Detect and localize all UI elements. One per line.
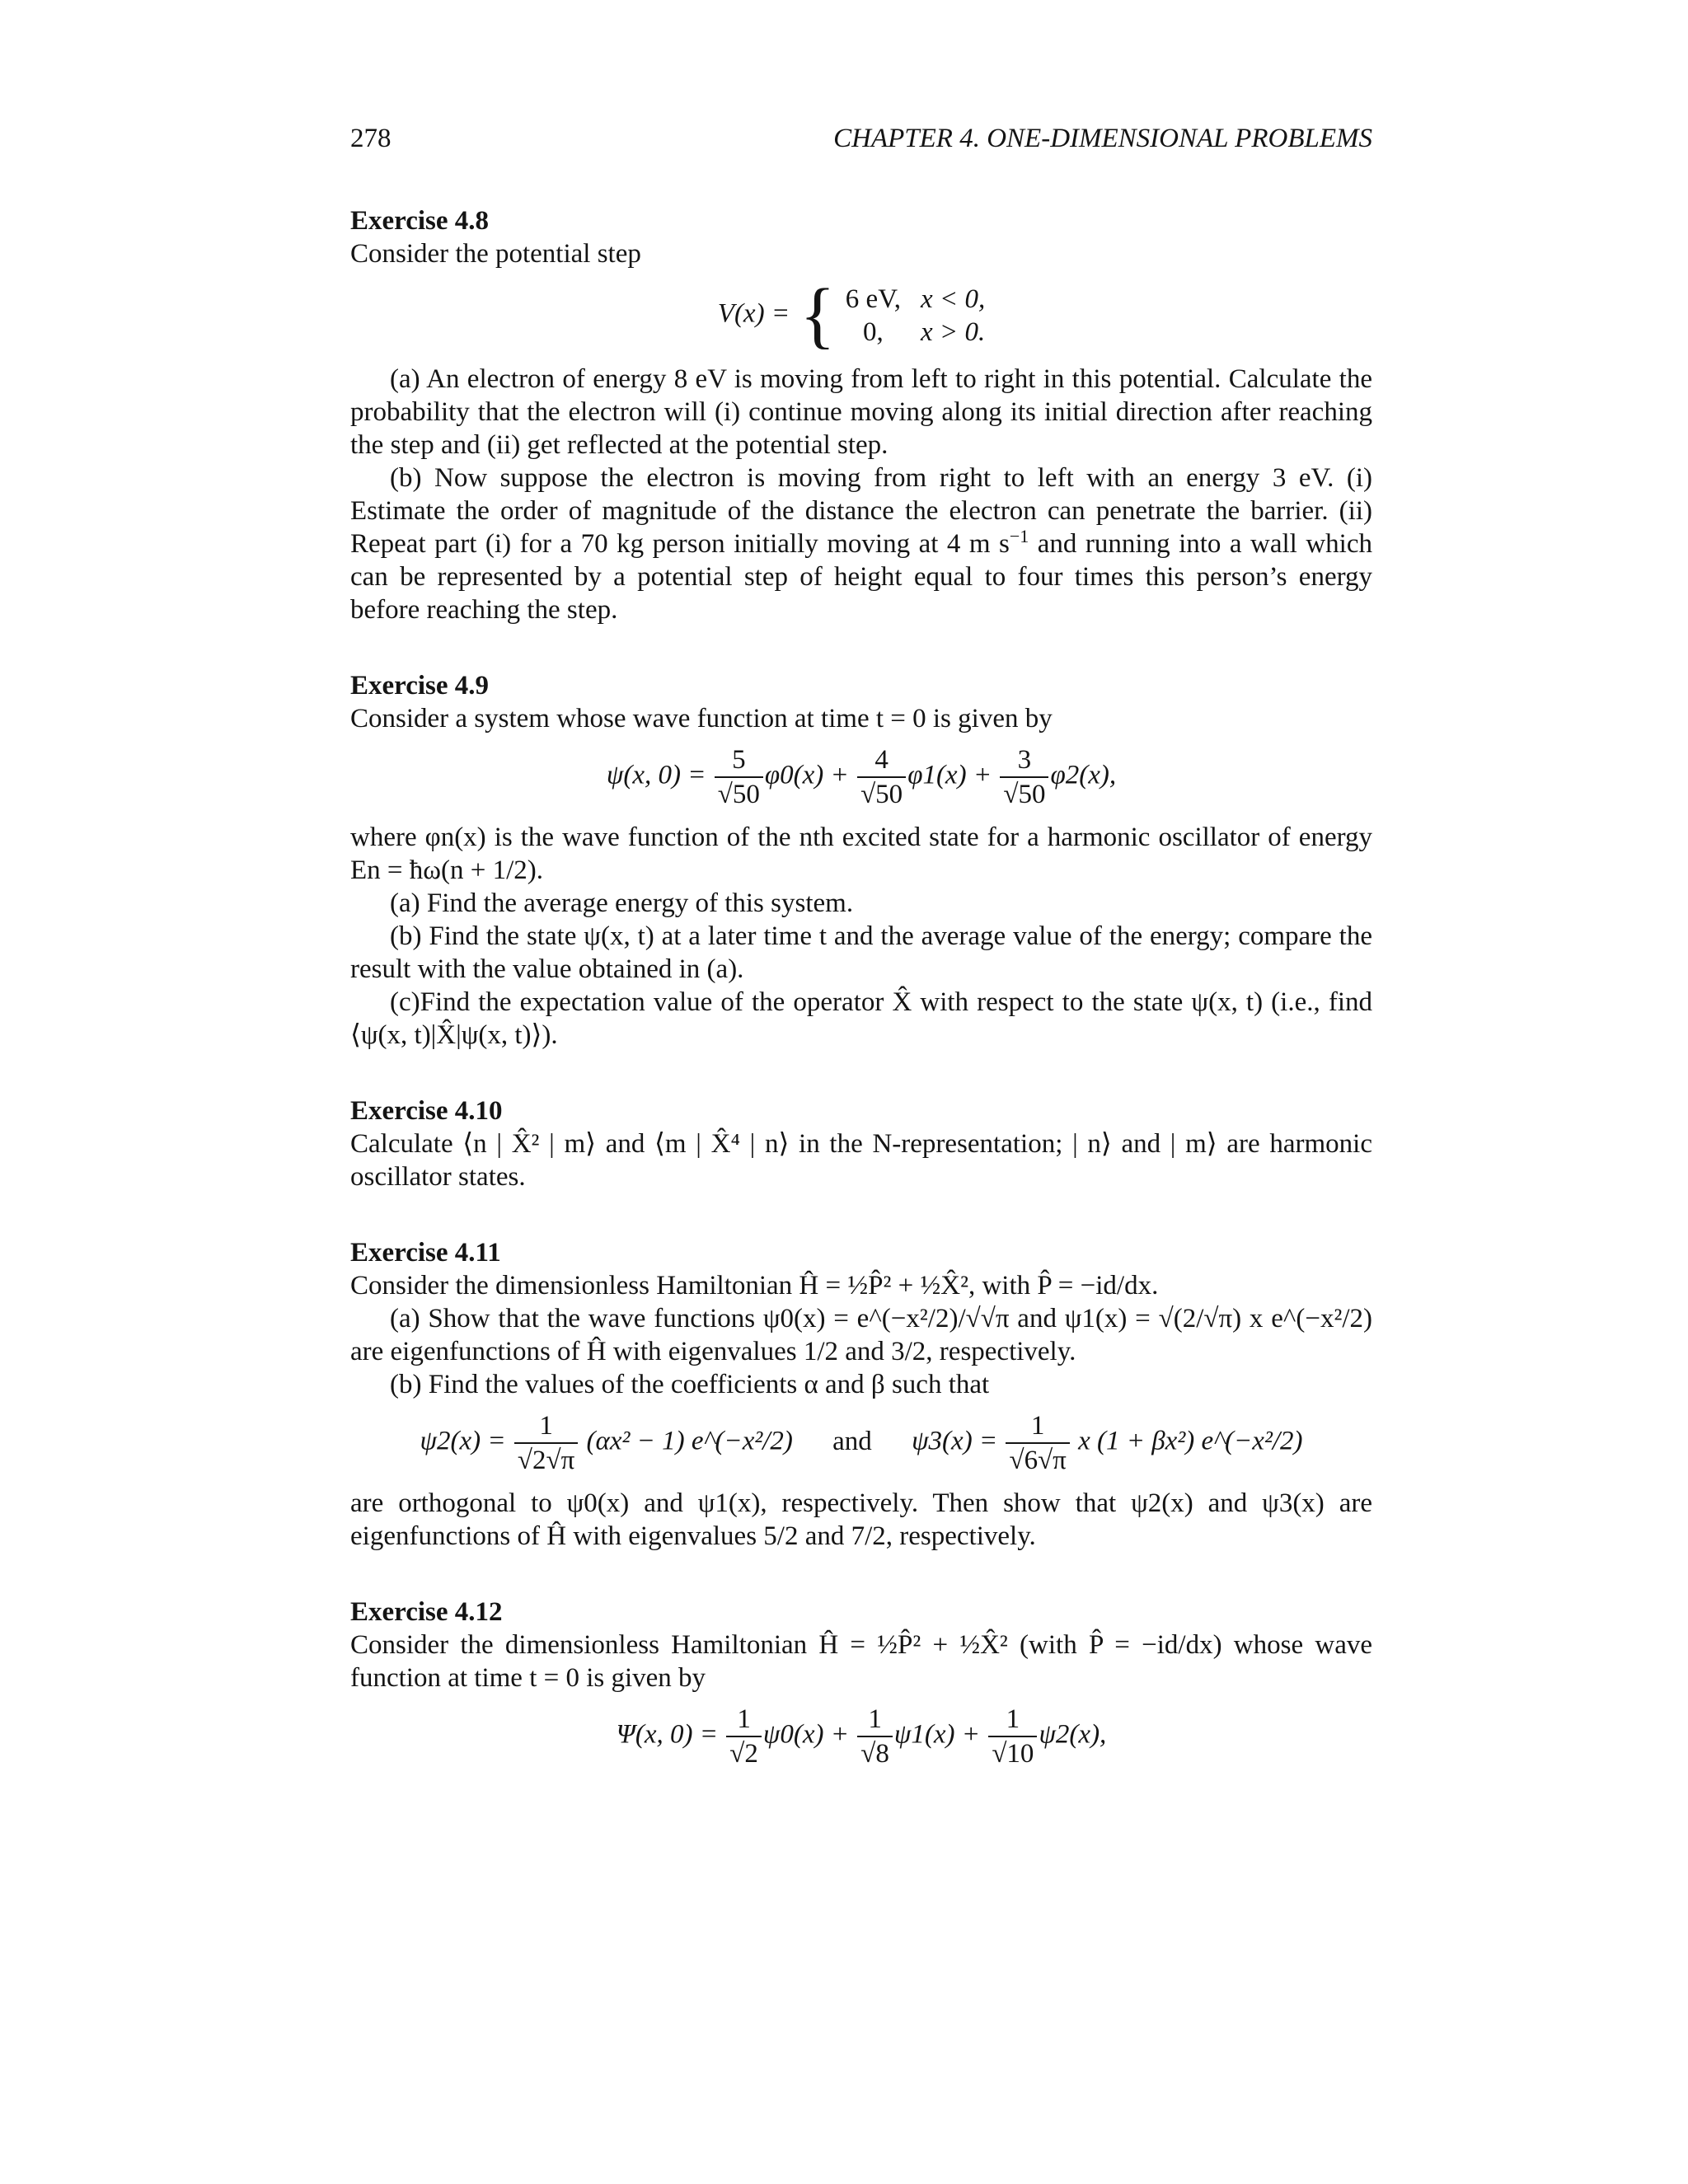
exercise-4-12 (350, 1596, 1372, 1770)
fraction: $\frac{1}{√2}$ (726, 1703, 762, 1770)
case-condition: x < 0, (921, 284, 986, 314)
part-a: (a) An electron of energy 8 eV is moving from left to right in this potential. Calculate the probability that the electron will (i) continue moving along its initial direction after reaching the step and (ii) get reflected at the potential step. (350, 364, 1372, 460)
fraction: $\frac{1}{√8}$ (857, 1703, 893, 1770)
psi-equations: ψ2(x) = $\frac{1}{√2√\pi}$ (αx² − 1) e^(−x²/2) and ψ3(x) = $\frac{1}{√6√\pi}$ x (1 + βx²) e^(−x²/2) (420, 1411, 1303, 1475)
case-value: 6 eV, (845, 284, 902, 314)
fraction: $\frac{5}{√50}$ (715, 743, 763, 811)
page-header (350, 122, 1372, 162)
exercise-intro: Consider the dimensionless Hamiltonian Ĥ = ½P̂² + ½X̂², with P̂ = −id/dx. (350, 1271, 1159, 1301)
wave-function-equation: ψ(x, 0) = $\frac{5}{√50}$ φ0(x) + $\frac{4}{√50}$ φ1(x) + $\frac{3}{√50}$ φ2(x), (606, 745, 1117, 809)
running-head: CHAPTER 4. ONE-DIMENSIONAL PROBLEMS (833, 124, 1372, 153)
page (350, 122, 1372, 1780)
fraction: $\frac{1}{√10}$ (988, 1703, 1037, 1770)
part-a: (a) Show that the wave functions ψ0(x) = e^(−x²/2)/√√π and ψ1(x) = √(2/√π) x e^(−x²/2) are eigenfunctions of Ĥ with eigenvalues 1/2 and 3/2, respectively. (350, 1304, 1372, 1366)
initial-state-equation: Ψ(x, 0) = $\frac{1}{√2}$ ψ0(x) + $\frac{1}{√8}$ ψ1(x) + $\frac{1}{√10}$ ψ2(x), (616, 1704, 1107, 1769)
exercise-title: Exercise 4.9 (350, 671, 490, 701)
exercise-text: Calculate ⟨n | X̂² | m⟩ and ⟨m | X̂⁴ | n⟩ in the N-representation; | n⟩ and | m⟩ are harmonic oscillator states. (350, 1129, 1372, 1192)
exercise-title: Exercise 4.11 (350, 1238, 501, 1268)
case-condition: x > 0. (921, 317, 986, 347)
where-clause: where φn(x) is the wave function of the nth excited state for a harmonic oscillator of energy En = ħω(n + 1/2). (350, 823, 1372, 885)
conclusion: are orthogonal to ψ0(x) and ψ1(x), respectively. Then show that ψ2(x) and ψ3(x) are eigenfunctions of Ĥ with eigenvalues 5/2 and 7/2, respectively. (350, 1488, 1372, 1551)
part-b: (b) Find the values of the coefficients α and β such that (390, 1370, 990, 1399)
exercise-intro: Consider the potential step (350, 239, 641, 269)
fraction: $\frac{4}{√50}$ (857, 743, 906, 811)
left-brace: { (799, 274, 836, 356)
case-value: 0, (863, 317, 884, 347)
page-number: 278 (350, 124, 392, 153)
potential-equation (350, 274, 1372, 356)
exercise-title: Exercise 4.10 (350, 1096, 503, 1126)
fraction: $\frac{3}{√50}$ (1000, 743, 1048, 811)
exercise-intro: Consider the dimensionless Hamiltonian Ĥ = ½P̂² + ½X̂² (with P̂ = −id/dx) whose wave function at time t = 0 is given by (350, 1630, 1372, 1693)
exercise-title: Exercise 4.12 (350, 1597, 503, 1627)
part-a: (a) Find the average energy of this system. (390, 888, 854, 918)
exercise-4-8 (350, 204, 1372, 626)
part-b: (b) Now suppose the electron is moving from right to left with an energy 3 eV. (i) Estimate the order of magnitude of the distance the electron can penetrate the barrier. (ii) Repeat part (i) for a 70 kg person initially moving at 4 m $s^{-1}$ and running into a wall which can be represented by a potential step of height equal to four times this person’s energy before reaching the step. (350, 463, 1372, 625)
cases (846, 283, 1005, 349)
part-c: (c)Find the expectation value of the operator X̂ with respect to the state ψ(x, t) (i.e., find ⟨ψ(x, t)|X̂|ψ(x, t)⟩). (350, 987, 1372, 1050)
exercise-title: Exercise 4.8 (350, 206, 490, 236)
equation-lhs: V(x) = (717, 298, 790, 329)
fraction: $\frac{1}{√2√\pi}$ (514, 1409, 578, 1477)
part-b: (b) Find the state ψ(x, t) at a later time t and the average value of the energy; compare the result with the value obtained in (a). (350, 921, 1372, 984)
fraction: $\frac{1}{√6√\pi}$ (1006, 1409, 1069, 1477)
exercise-intro: Consider a system whose wave function at time t = 0 is given by (350, 704, 1053, 733)
exercise-4-9 (350, 669, 1372, 1052)
exercise-4-11 (350, 1236, 1372, 1553)
exercise-4-10 (350, 1094, 1372, 1193)
